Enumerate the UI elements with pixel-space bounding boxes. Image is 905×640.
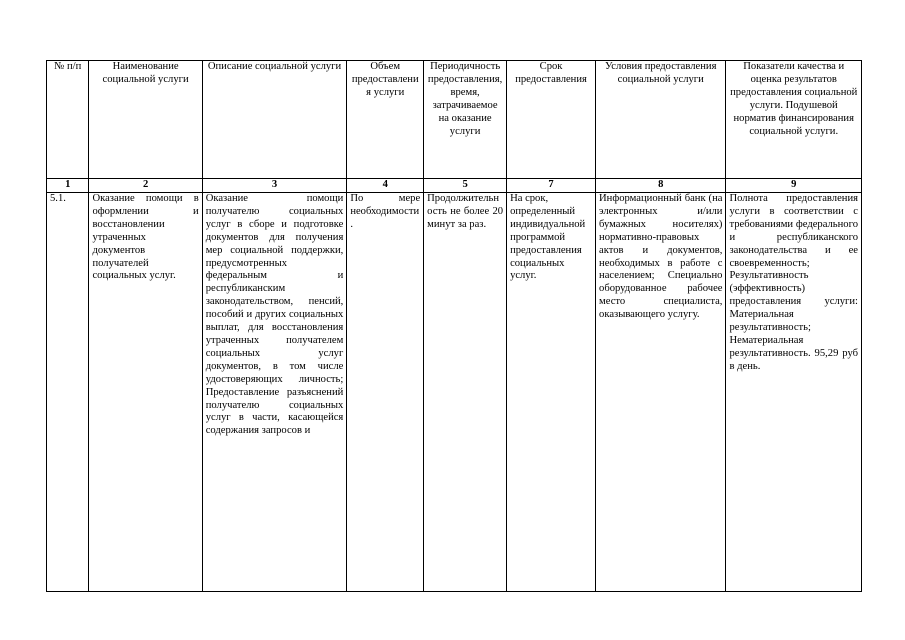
column-number: 8 xyxy=(596,179,726,193)
column-number: 1 xyxy=(47,179,89,193)
header-row xyxy=(47,61,862,179)
header-num: № п/п xyxy=(47,61,89,179)
column-number: 5 xyxy=(424,179,507,193)
service-name: Оказание помощи в оформлении и восстановлении утраченных документов получателей социальных услуг. xyxy=(89,193,202,592)
row-number: 5.1. xyxy=(47,193,89,592)
header-periodicity: Периодичность предоставления, время, затрачиваемое на оказание услуги xyxy=(424,61,507,179)
header-term: Срок предоставления xyxy=(507,61,596,179)
service-conditions: Информационный банк (на электронных и/или бумажных носителях) нормативно-правовых актов и документов, необходимых в работе с населением; Специально оборудованное рабочее место специалиста, оказывающего услугу. xyxy=(596,193,726,592)
service-description: Оказание помощи получателю социальных услуг в сборе и подготовке документов для получения мер социальной поддержки, предусмотренных федеральным и республиканским законодательством, пенсий, пособий и других социальных выплат, для восстановления утраченных получателем социальных услуг документов, в том числе удостоверяющих личность; Предоставление разъяснений получателю социальных услуг в части, касающейся содержания запросов и xyxy=(202,193,347,592)
service-periodicity: Продолжительность не более 20 минут за раз. xyxy=(424,193,507,592)
table-row xyxy=(47,193,862,592)
column-number: 3 xyxy=(202,179,347,193)
column-number-row xyxy=(47,179,862,193)
header-quality: Показатели качества и оценка результатов предоставления социальной услуги. Подушевой норматив финансирования социальной услуги. xyxy=(726,61,862,179)
service-quality: Полнота предоставления услуги в соответствии с требованиями федерального и республиканского законодательства и ее своевременность; Результативность (эффективность) предоставления услуги: Материальная результативность; Нематериальная результативность. 95,29 руб в день. xyxy=(726,193,862,592)
header-conditions: Условия предоставления социальной услуги xyxy=(596,61,726,179)
service-volume: По мере необходимости. xyxy=(347,193,424,592)
header-volume: Объем предоставления услуги xyxy=(347,61,424,179)
header-description: Описание социальной услуги xyxy=(202,61,347,179)
column-number: 7 xyxy=(507,179,596,193)
column-number: 9 xyxy=(726,179,862,193)
column-number: 2 xyxy=(89,179,202,193)
social-services-table xyxy=(46,60,862,592)
service-term: На срок, определенный индивидуальной программой предоставления социальных услуг. xyxy=(507,193,596,592)
header-name: Наименование социальной услуги xyxy=(89,61,202,179)
column-number: 4 xyxy=(347,179,424,193)
